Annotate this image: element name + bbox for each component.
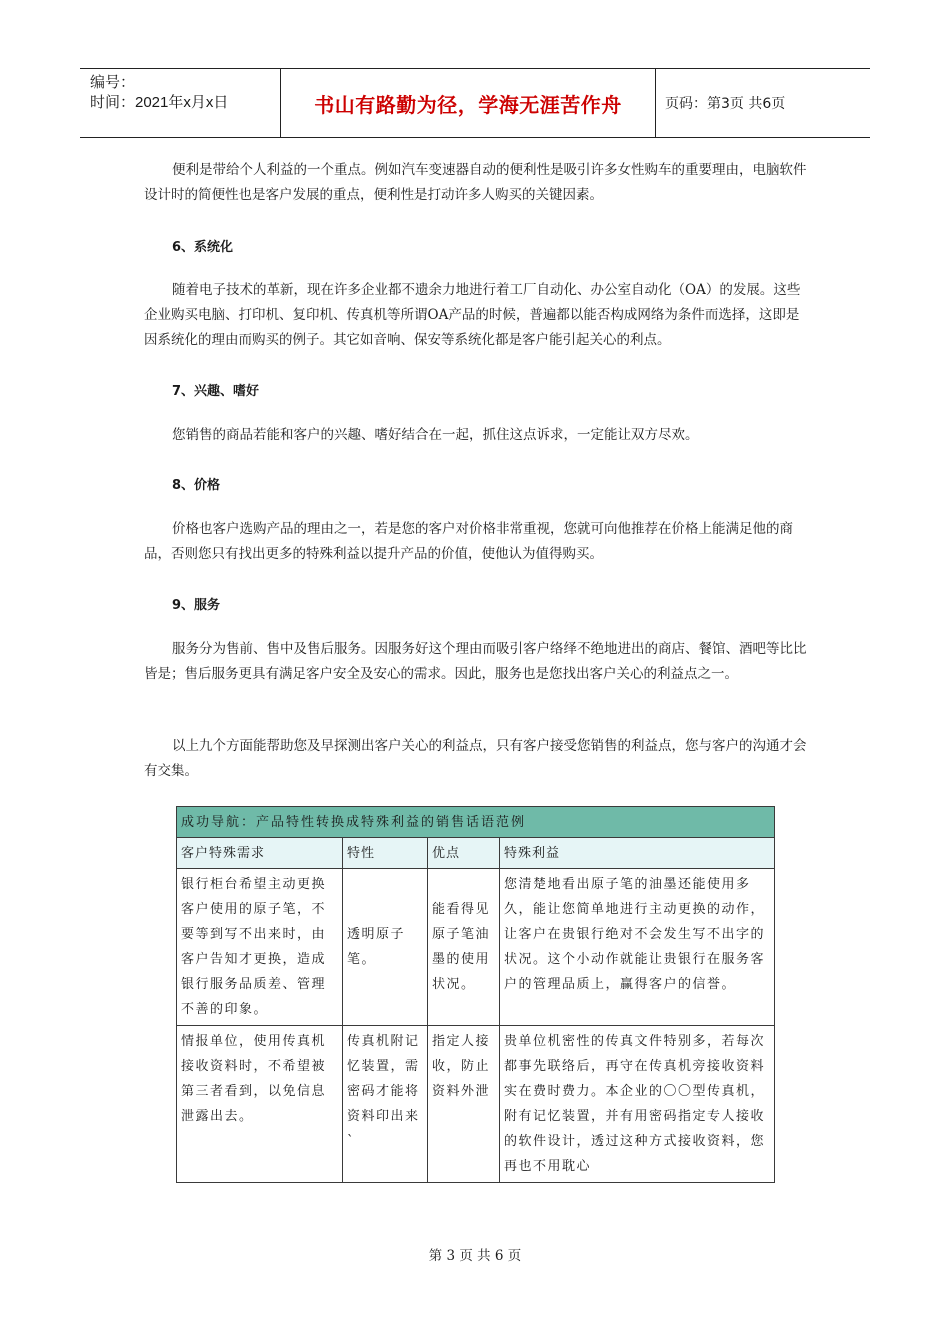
column-header-need: 客户特殊需求 xyxy=(177,838,343,869)
column-header-benefit: 特殊利益 xyxy=(500,838,775,869)
section-heading-8: 8、价格 xyxy=(172,478,221,493)
cell-feature: 透明原子笔。 xyxy=(343,869,428,1026)
cell-benefit: 贵单位机密性的传真文件特别多，若每次都事先联络后，再守在传真机旁接收资料实在费时费力。本企业的〇〇型传真机，附有记忆装置，并有用密码指定专人接收的软件设计，透过这种方式接收资料，您再也不用耽心 xyxy=(500,1026,775,1183)
page-footer: 第 3 页 共 6 页 xyxy=(428,1248,522,1264)
paragraph-summary: 以上九个方面能帮助您及早探测出客户关心的利益点，只有客户接受您销售的利益点，您与客户的沟通才会有交集。 xyxy=(144,738,807,779)
paragraph-interests: 您销售的商品若能和客户的兴趣、嗜好结合在一起，抓住这点诉求，一定能让双方尽欢。 xyxy=(172,427,699,443)
table-row xyxy=(177,869,775,1026)
document-date-label: 时间：2021年x月x日 xyxy=(90,94,229,111)
header-motto-cell xyxy=(280,69,656,137)
table-caption-row xyxy=(177,807,775,838)
column-header-advantage: 优点 xyxy=(428,838,500,869)
table-caption: 成功导航：产品特性转换成特殊利益的销售话语范例 xyxy=(177,807,775,838)
paragraph-systematization: 随着电子技术的革新，现在许多企业都不遗余力地进行着工厂自动化、办公室自动化（OA）的发展。这些企业购买电脑、打印机、复印机、传真机等所谓OA产品的时候，普遍都以能否构成网络为条件而选择，这即是因系统化的理由而购买的例子。其它如音响、保安等系统化都是客户能引起关心的利点。 xyxy=(144,282,801,348)
section-heading-6: 6、系统化 xyxy=(172,240,234,255)
paragraph-service: 服务分为售前、售中及售后服务。因服务好这个理由而吸引客户络绎不绝地进出的商店、餐馆、酒吧等比比皆是；售后服务更具有满足客户安全及安心的需求。因此，服务也是您找出客户关心的利益点之一。 xyxy=(144,641,807,682)
table-row xyxy=(177,1026,775,1183)
page-header xyxy=(80,68,870,138)
section-heading-9: 9、服务 xyxy=(172,598,221,613)
cell-advantage: 能看得见原子笔油墨的使用状况。 xyxy=(428,869,500,1026)
sales-phrase-table xyxy=(176,806,775,1183)
paragraph-price: 价格也客户选购产品的理由之一，若是您的客户对价格非常重视，您就可向他推荐在价格上能满足他的商品，否则您只有找出更多的特殊利益以提升产品的价值，使他认为值得购买。 xyxy=(144,521,793,562)
cell-benefit: 您清楚地看出原子笔的油墨还能使用多久，能让您简单地进行主动更换的动作，让客户在贵银行绝对不会发生写不出字的状况。这个小动作就能让贵银行在服务客户的管理品质上，赢得客户的信誉。 xyxy=(500,869,775,1026)
cell-advantage: 指定人接收，防止资料外泄 xyxy=(428,1026,500,1183)
header-motto: 书山有路勤为径，学海无涯苦作舟 xyxy=(314,92,622,117)
column-header-feature: 特性 xyxy=(343,838,428,869)
paragraph-convenience: 便利是带给个人利益的一个重点。例如汽车变速器自动的便利性是吸引许多女性购车的重要理由，电脑软件设计时的简便性也是客户发展的重点，便利性是打动许多人购买的关键因素。 xyxy=(144,162,807,203)
cell-feature: 传真机附记忆装置，需密码才能将资料印出来` xyxy=(343,1026,428,1183)
header-info xyxy=(80,69,280,137)
section-heading-7: 7、兴趣、嗜好 xyxy=(172,384,260,399)
cell-need: 银行柜台希望主动更换客户使用的原子笔，不要等到写不出来时，由客户告知才更换，造成银行服务品质差、管理不善的印象。 xyxy=(177,869,343,1026)
table-header-row xyxy=(177,838,775,869)
cell-need: 情报单位，使用传真机接收资料时，不希望被第三者看到，以免信息泄露出去。 xyxy=(177,1026,343,1183)
header-page-number: 页码：第3页 共6页 xyxy=(665,96,786,112)
document-number-label: 编号： xyxy=(90,74,136,91)
